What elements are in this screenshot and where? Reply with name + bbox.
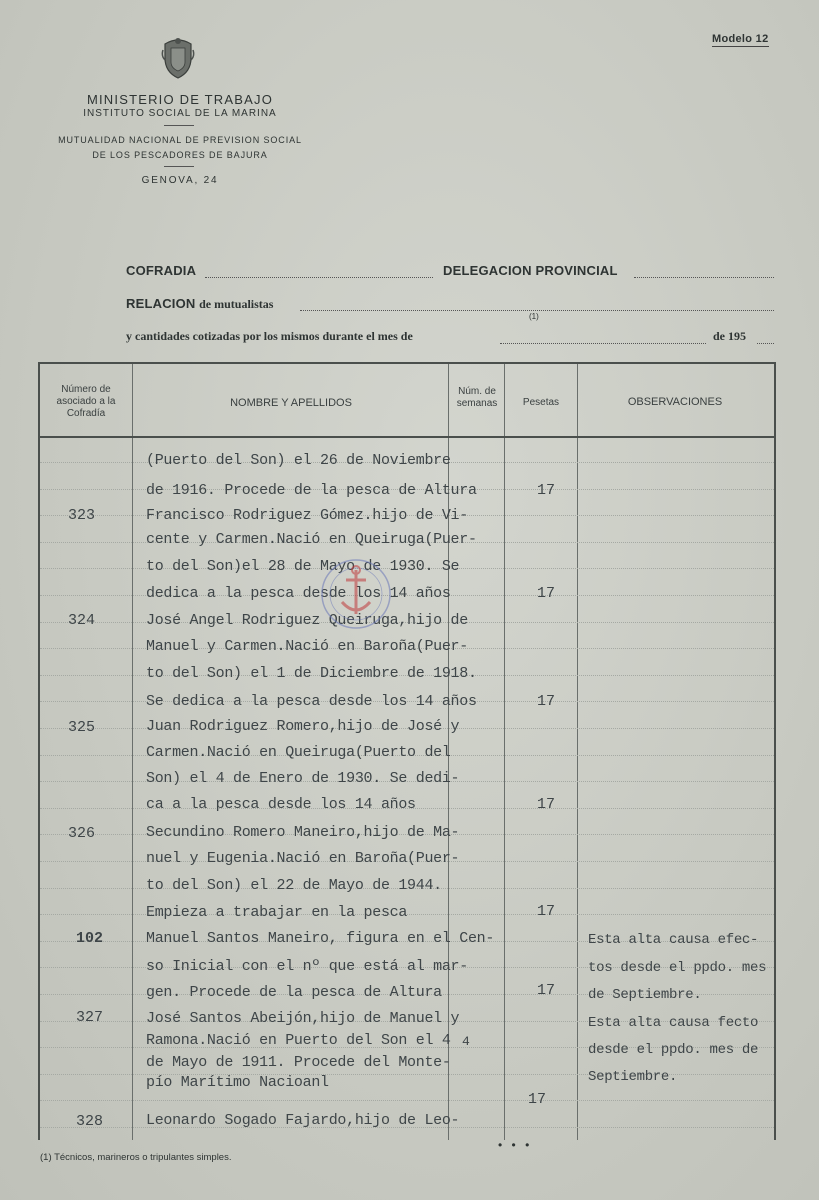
observation-line: tos desde el ppdo. mes — [588, 960, 767, 976]
header-divider — [40, 436, 774, 438]
column-header-observations: OBSERVACIONES — [627, 396, 723, 408]
stamp-icon — [318, 556, 394, 632]
divider — [164, 166, 194, 167]
column-divider — [577, 364, 578, 1140]
name-line: cente y Carmen.Nació en Queiruga(Puer- — [146, 531, 477, 548]
ministry-title: MINISTERIO DE TRABAJO — [86, 92, 274, 107]
column-header-pesetas: Pesetas — [522, 397, 560, 408]
cofradia-field[interactable] — [205, 276, 433, 278]
cantidades-label: y cantidades cotizadas por los mismos durante el mes de — [126, 329, 413, 343]
relacion-label: RELACION de mutualistas — [126, 296, 274, 311]
observation-line: Esta alta causa efec- — [588, 932, 759, 948]
name-line: Carmen.Nació en Queiruga(Puerto del — [146, 744, 451, 761]
pesetas-value: 17 — [537, 585, 556, 602]
name-line: José Santos Abeijón,hijo de Manuel y — [146, 1010, 460, 1027]
coat-of-arms-icon — [161, 36, 195, 80]
name-line: to del Son) el 22 de Mayo de 1944. — [146, 877, 442, 894]
observation-line: desde el ppdo. mes de — [588, 1042, 759, 1058]
footnote: (1) Técnicos, marineros o tripulantes simples. — [40, 1152, 232, 1163]
assoc-number: 328 — [76, 1113, 104, 1130]
model-number: Modelo 12 — [712, 33, 769, 45]
assoc-number: 102 — [76, 930, 104, 947]
assoc-number: 323 — [68, 507, 96, 524]
delegacion-field[interactable] — [634, 276, 774, 278]
cofradia-label: COFRADIA — [126, 263, 197, 278]
year-field[interactable] — [757, 342, 774, 344]
assoc-number: 326 — [68, 825, 96, 842]
column-divider — [504, 364, 505, 1140]
name-line: dedica a la pesca desde los 14 años — [146, 585, 451, 602]
pesetas-value: 17 — [537, 903, 556, 920]
observation-line: Septiembre. — [588, 1069, 678, 1085]
name-line: de Mayo de 1911. Procede del Monte- — [146, 1054, 451, 1071]
observation-line: Esta alta causa fecto — [588, 1015, 759, 1031]
column-header-weeks: Núm. de semanas — [456, 386, 498, 409]
name-line: (Puerto del Son) el 26 de Noviembre — [146, 452, 451, 469]
assoc-number: 325 — [68, 719, 96, 736]
pesetas-value: 17 — [537, 982, 556, 999]
name-line: Ramona.Nació en Puerto del Son el 4 — [146, 1032, 451, 1049]
assoc-number: 324 — [68, 612, 96, 629]
name-line: Leonardo Sogado Fajardo,hijo de Leo- — [146, 1112, 460, 1129]
pesetas-value: 17 — [537, 482, 556, 499]
mutual-title-line1: MUTUALIDAD NACIONAL DE PREVISION SOCIAL — [58, 135, 302, 145]
name-line: Manuel Santos Maneiro, figura en el Cen- — [146, 930, 495, 947]
footnote-ref: (1) — [529, 312, 539, 321]
continuation-marker: • • • — [498, 1138, 533, 1152]
address: GENOVA, 24 — [141, 175, 219, 186]
divider — [164, 125, 194, 126]
name-line: pío Marítimo Nacioanl — [146, 1074, 329, 1091]
name-line: Manuel y Carmen.Nació en Baroña(Puer- — [146, 638, 468, 655]
name-line: so Inicial con el nº que está al mar- — [146, 958, 468, 975]
name-line: to del Son)el 28 de Mayo de 1930. Se — [146, 558, 460, 575]
name-line: gen. Procede de la pesca de Altura — [146, 984, 442, 1001]
column-header-assoc: Número de asociado a la Cofradía — [56, 384, 116, 419]
weeks-value: 4 — [462, 1034, 470, 1049]
name-line: nuel y Eugenia.Nació en Baroña(Puer- — [146, 850, 460, 867]
observation-line: de Septiembre. — [588, 987, 702, 1003]
name-line: Francisco Rodriguez Gómez.hijo de Vi- — [146, 507, 468, 524]
name-line: Empieza a trabajar en la pesca — [146, 904, 408, 921]
name-line: Secundino Romero Maneiro,hijo de Ma- — [146, 824, 460, 841]
pesetas-value: 17 — [537, 693, 556, 710]
row-guide-line — [40, 1100, 774, 1101]
name-line: Se dedica a la pesca desde los 14 años — [146, 693, 477, 710]
pesetas-value: 17 — [537, 796, 556, 813]
name-line: Juan Rodriguez Romero,hijo de José y — [146, 718, 460, 735]
pesetas-value: 17 — [528, 1091, 547, 1108]
mutual-title-line2: DE LOS PESCADORES DE BAJURA — [92, 150, 268, 160]
name-line: to del Son) el 1 de Diciembre de 1918. — [146, 665, 477, 682]
institute-title: INSTITUTO SOCIAL DE LA MARINA — [83, 108, 277, 119]
name-line: José Angel Rodriguez Queiruga,hijo de — [146, 612, 468, 629]
relacion-field[interactable] — [300, 309, 774, 311]
column-divider — [132, 364, 133, 1140]
name-line: Son) el 4 de Enero de 1930. Se dedi- — [146, 770, 460, 787]
month-field[interactable] — [500, 342, 706, 344]
year-label: de 195 — [713, 329, 746, 343]
delegacion-label: DELEGACION PROVINCIAL — [443, 263, 618, 278]
name-line: ca a la pesca desde los 14 años — [146, 796, 416, 813]
name-line: de 1916. Procede de la pesca de Altura — [146, 482, 477, 499]
assoc-number: 327 — [76, 1009, 104, 1026]
column-header-name: NOMBRE Y APELLIDOS — [230, 397, 352, 409]
